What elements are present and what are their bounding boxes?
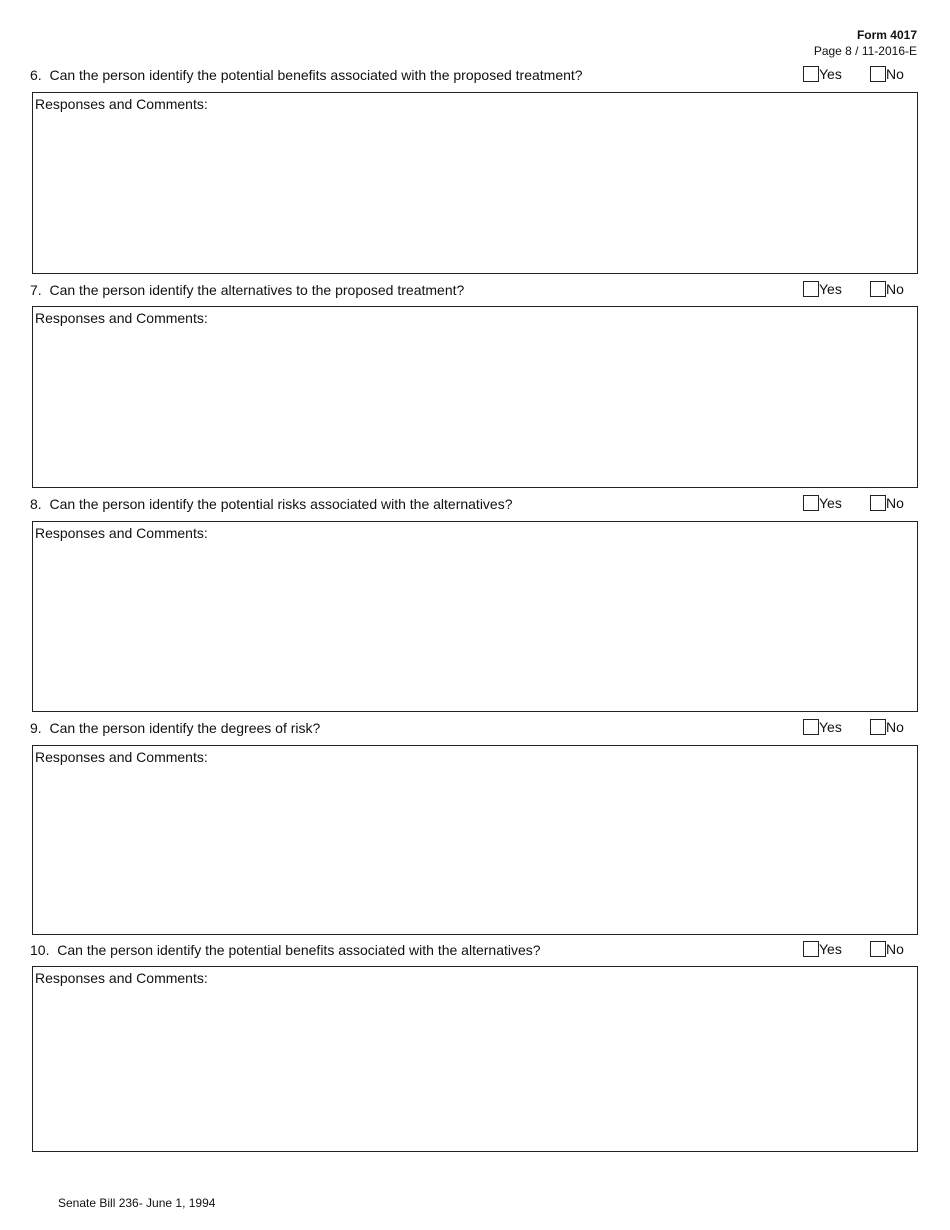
question-9-no-label: No [886,719,904,735]
question-6-text [30,67,583,83]
question-7-response-box [32,306,918,488]
question-9-yes-checkbox[interactable] [803,719,819,735]
question-7-response-field[interactable] [33,327,917,487]
question-8-no-option[interactable] [870,494,904,512]
question-9-response-label: Responses and Comments: [35,749,208,765]
question-7-label: Can the person identify the alternatives to the proposed treatment? [49,282,465,298]
question-7-yes-label: Yes [819,281,842,297]
question-6-response-box [32,92,918,274]
footer-text: Senate Bill 236- June 1, 1994 [58,1196,216,1210]
question-7-number: 7. [30,282,42,298]
question-8-row [30,494,920,514]
question-10-label: Can the person identify the potential benefits associated with the alternatives? [57,942,541,958]
question-6-number: 6. [30,67,42,83]
question-8-no-label: No [886,495,904,511]
question-7-no-option[interactable] [870,280,904,298]
question-9-response-field[interactable] [33,766,917,934]
question-6-yes-checkbox[interactable] [803,66,819,82]
question-10-yes-option[interactable] [803,940,842,958]
question-7-yes-checkbox[interactable] [803,281,819,297]
question-7-row [30,280,920,300]
form-header [814,27,917,59]
question-8-yes-label: Yes [819,495,842,511]
question-10-text [30,942,541,958]
question-9-no-option[interactable] [870,718,904,736]
question-7-yes-option[interactable] [803,280,842,298]
question-8-yes-option[interactable] [803,494,842,512]
question-6-yes-label: Yes [819,66,842,82]
question-9-label: Can the person identify the degrees of risk? [49,720,321,736]
question-9-yes-label: Yes [819,719,842,735]
question-6-label: Can the person identify the potential benefits associated with the proposed treatment? [49,67,583,83]
question-7-no-label: No [886,281,904,297]
question-6-yes-option[interactable] [803,65,842,83]
question-6-response-label: Responses and Comments: [35,96,208,112]
form-number: Form 4017 [856,28,917,42]
question-10-response-label: Responses and Comments: [35,970,208,986]
question-10-response-box [32,966,918,1152]
question-9-yes-option[interactable] [803,718,842,736]
question-8-response-label: Responses and Comments: [35,525,208,541]
question-8-text [30,496,513,512]
question-8-number: 8. [30,496,42,512]
question-6-response-field[interactable] [33,113,917,273]
question-10-no-label: No [886,941,904,957]
question-10-no-checkbox[interactable] [870,941,886,957]
question-9-row [30,718,920,738]
question-8-yes-checkbox[interactable] [803,495,819,511]
question-9-response-box [32,745,918,935]
question-6-no-label: No [886,66,904,82]
question-6-no-checkbox[interactable] [870,66,886,82]
question-10-row [30,940,920,960]
question-8-label: Can the person identify the potential risks associated with the alternatives? [49,496,513,512]
question-10-number: 10. [30,942,50,958]
question-10-yes-label: Yes [819,941,842,957]
question-7-text [30,282,464,298]
question-10-no-option[interactable] [870,940,904,958]
question-7-response-label: Responses and Comments: [35,310,208,326]
question-10-yes-checkbox[interactable] [803,941,819,957]
question-6-row [30,65,920,85]
question-6-no-option[interactable] [870,65,904,83]
question-10-response-field[interactable] [33,987,917,1151]
question-8-no-checkbox[interactable] [870,495,886,511]
page-info: Page 8 / 11-2016-E [813,44,917,58]
question-7-no-checkbox[interactable] [870,281,886,297]
question-9-no-checkbox[interactable] [870,719,886,735]
question-9-text [30,720,320,736]
question-9-number: 9. [30,720,42,736]
question-8-response-box [32,521,918,712]
question-8-response-field[interactable] [33,542,917,711]
